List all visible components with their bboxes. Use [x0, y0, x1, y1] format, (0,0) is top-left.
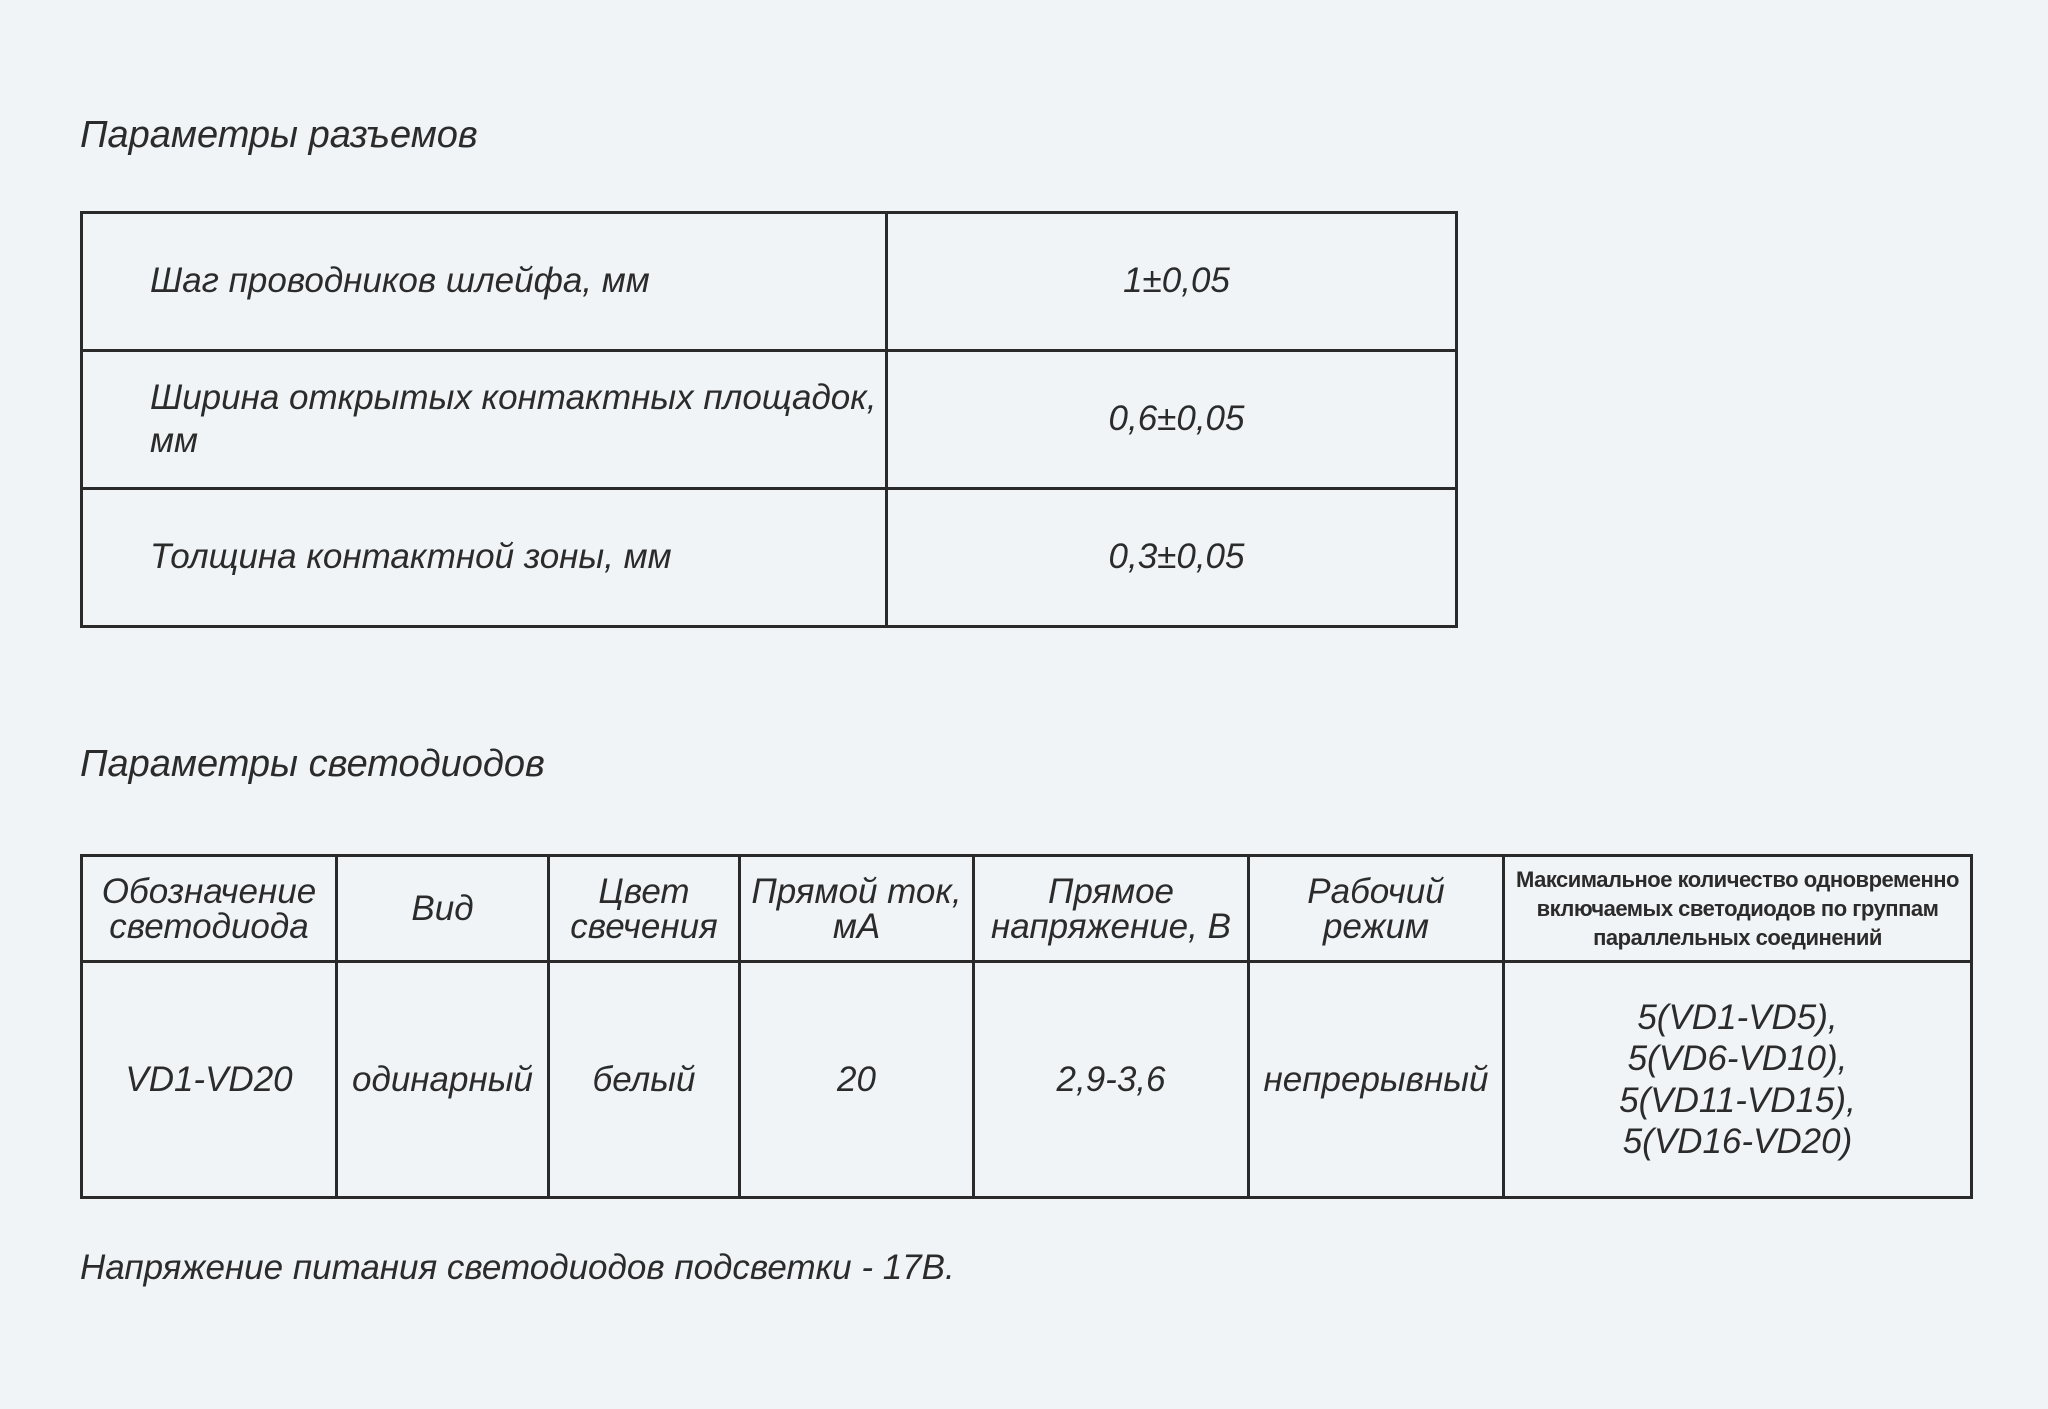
- header-groups: Максимальное количество одновременно включаемых светодиодов по группам параллельных соединений: [1504, 856, 1972, 962]
- connectors-table: [80, 211, 1458, 628]
- header-type: Вид: [337, 856, 549, 962]
- cell-color: белый: [549, 962, 740, 1198]
- header-current: Прямой ток, мА: [740, 856, 974, 962]
- table-header-row: [82, 856, 1972, 962]
- connectors-title: Параметры разъемов: [80, 114, 478, 156]
- cell-current: 20: [740, 962, 974, 1198]
- header-color: Цвет свечения: [549, 856, 740, 962]
- header-voltage: Прямое напряжение, В: [974, 856, 1249, 962]
- cell-type: одинарный: [337, 962, 549, 1198]
- cell-voltage: 2,9-3,6: [974, 962, 1249, 1198]
- leds-title: Параметры светодиодов: [80, 743, 545, 785]
- cell-mode: непрерывный: [1249, 962, 1504, 1198]
- table-row: [82, 962, 1972, 1198]
- value-cell: 1±0,05: [887, 213, 1457, 351]
- value-cell: 0,3±0,05: [887, 489, 1457, 627]
- table-row: [82, 351, 1457, 489]
- group-line: 5(VD16-VD20): [1622, 1121, 1853, 1161]
- param-cell: Шаг проводников шлейфа, мм: [82, 213, 887, 351]
- header-designation: Обозначение светодиода: [82, 856, 337, 962]
- leds-table: [80, 854, 1973, 1199]
- table-row: [82, 213, 1457, 351]
- footnote: Напряжение питания светодиодов подсветки - 17В.: [80, 1248, 955, 1287]
- header-mode: Рабочий режим: [1249, 856, 1504, 962]
- value-cell: 0,6±0,05: [887, 351, 1457, 489]
- cell-groups: [1504, 962, 1972, 1198]
- group-line: 5(VD1-VD5),: [1637, 997, 1838, 1037]
- cell-designation: VD1-VD20: [82, 962, 337, 1198]
- group-line: 5(VD6-VD10),: [1627, 1039, 1848, 1079]
- param-cell: Толщина контактной зоны, мм: [82, 489, 887, 627]
- table-row: [82, 489, 1457, 627]
- group-line: 5(VD11-VD15),: [1619, 1080, 1856, 1120]
- param-cell: Ширина открытых контактных площадок, мм: [82, 351, 887, 489]
